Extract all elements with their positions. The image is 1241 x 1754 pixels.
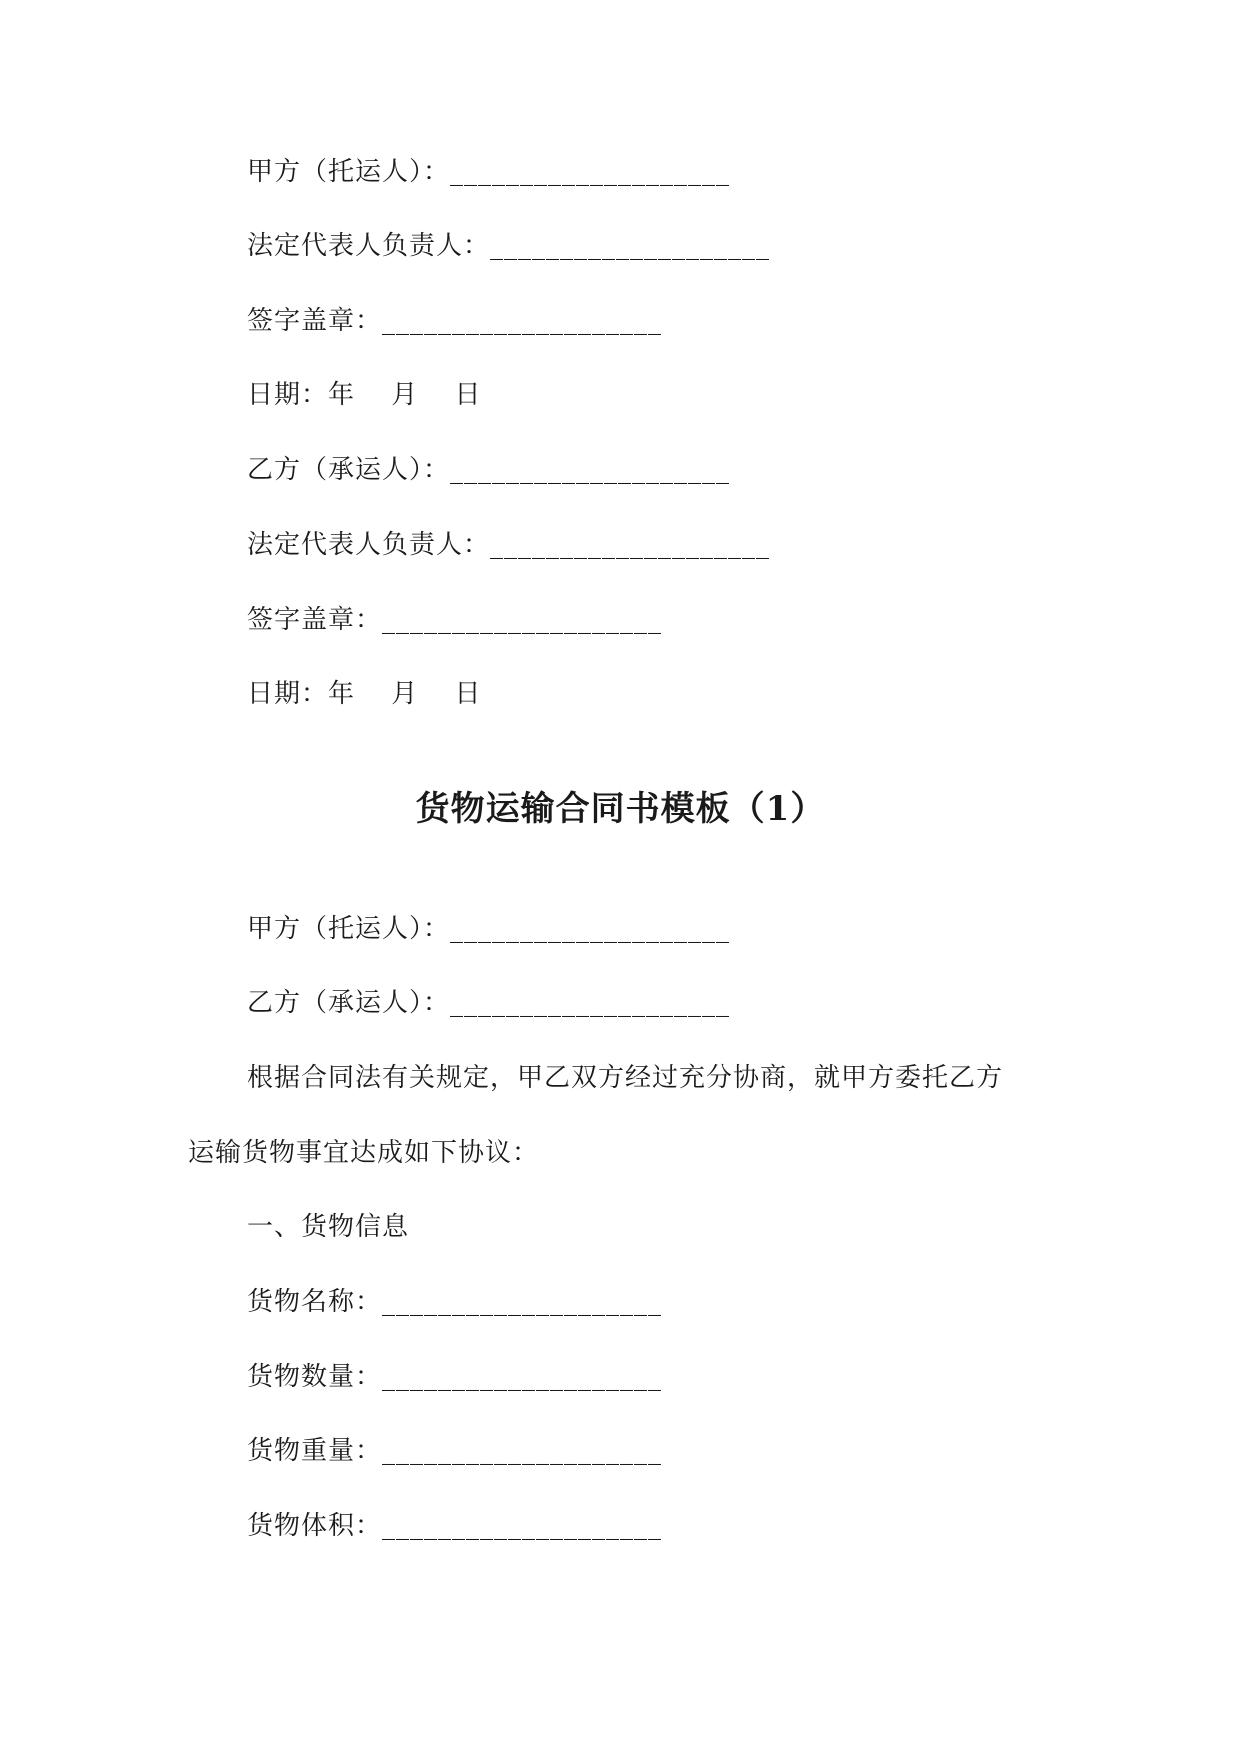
intro-line-1: 根据合同法有关规定，甲乙双方经过充分协商，就甲方委托乙方: [247, 1063, 1004, 1093]
party-a-line: 甲方（托运人）：____________________: [247, 914, 731, 944]
prev-sign-b-line: 签字盖章：____________________: [247, 605, 663, 635]
prev-party-a-line: 甲方（托运人）：____________________: [247, 157, 731, 187]
goods-volume-line: 货物体积：____________________: [247, 1511, 663, 1541]
party-b-line: 乙方（承运人）：____________________: [247, 988, 731, 1018]
goods-quantity-line: 货物数量：____________________: [247, 1362, 663, 1392]
prev-legal-rep-b-line: 法定代表人负责人：____________________: [247, 530, 771, 560]
intro-line-2: 运输货物事宜达成如下协议：: [188, 1138, 540, 1168]
prev-date-a-line: 日期：年 月 日: [247, 380, 482, 410]
prev-date-b-line: 日期：年 月 日: [247, 679, 482, 709]
prev-party-b-line: 乙方（承运人）：____________________: [247, 455, 731, 485]
prev-legal-rep-a-line: 法定代表人负责人：____________________: [247, 231, 771, 261]
section-1-heading: 一、货物信息: [247, 1212, 410, 1242]
contract-title: 货物运输合同书模板（1）: [415, 789, 826, 829]
goods-name-line: 货物名称：____________________: [247, 1287, 663, 1317]
prev-sign-a-line: 签字盖章：____________________: [247, 306, 663, 336]
goods-weight-line: 货物重量：____________________: [247, 1436, 663, 1466]
